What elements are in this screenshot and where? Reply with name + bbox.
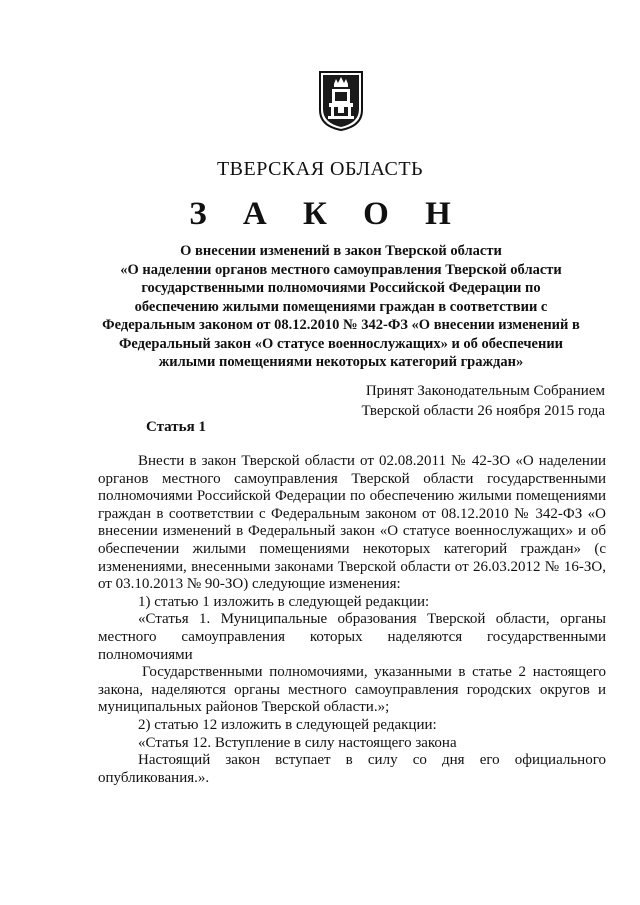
paragraph: «Статья 1. Муниципальные образования Тверской области, органы местного самоуправления которых наделяются государственными полномочиями: [98, 611, 606, 663]
adoption-line: Тверской области 26 ноября 2015 года: [361, 402, 605, 419]
paragraph: «Статья 12. Вступление в силу настоящего закона: [138, 734, 457, 751]
law-title-line: О внесении изменений в закон Тверской области: [180, 243, 502, 259]
paragraph: Внести в закон Тверской области от 02.08.2011 № 42-ЗО «О наделении органов местного самоуправления Тверской области государственными полномочиями Российской Федерации по обеспечению жилыми помещениями граждан в соответствии с Федеральным законом от 08.12.2010 № 342-ФЗ «О внесении изменений в Федеральный закон «О статусе военнослужащих» и об обеспечении жилыми помещениями некоторых категорий граждан» (с изменениями, внесенными законами Тверской области от 26.03.2012 № 16-ЗО, от 03.10.2013 № 90-ЗО) следующие изменения:: [98, 453, 606, 593]
law-title-line: «О наделении органов местного самоуправления Тверской области: [120, 261, 562, 278]
law-title-line: Федеральный закон «О статусе военнослужащих» и об обеспечении: [118, 335, 564, 352]
law-title-line: обеспечению жилыми помещениями граждан в соответствии с: [134, 298, 548, 315]
article-heading: Статья 1: [146, 419, 206, 435]
paragraph: Настоящий закон вступает в силу со дня его официального опубликования.».: [98, 752, 606, 786]
adoption-line: Принят Законодательным Собранием: [365, 383, 605, 399]
paragraph: 2) статью 12 изложить в следующей редакции:: [138, 716, 437, 733]
adoption-note: [330, 382, 605, 421]
article-body: [98, 453, 606, 787]
paragraph: 1) статью 1 изложить в следующей редакции:: [138, 593, 430, 610]
law-title: [96, 242, 586, 372]
tver-coat-of-arms-icon: [318, 70, 364, 132]
law-title-line: жилыми помещениями некоторых категорий граждан»: [158, 354, 524, 370]
document-type-title: З А К О Н: [189, 196, 465, 232]
region-name: ТВЕРСКАЯ ОБЛАСТЬ: [216, 158, 424, 180]
law-title-line: государственными полномочиями Российской Федерации по: [141, 280, 541, 296]
law-title-line: Федеральным законом от 08.12.2010 № 342-ФЗ «О внесении изменений в: [102, 317, 580, 333]
paragraph: Государственными полномочиями, указанными в статье 2 настоящего закона, наделяются органы местного самоуправления городских округов и муниципальных районов Тверской области.»;: [98, 664, 606, 716]
